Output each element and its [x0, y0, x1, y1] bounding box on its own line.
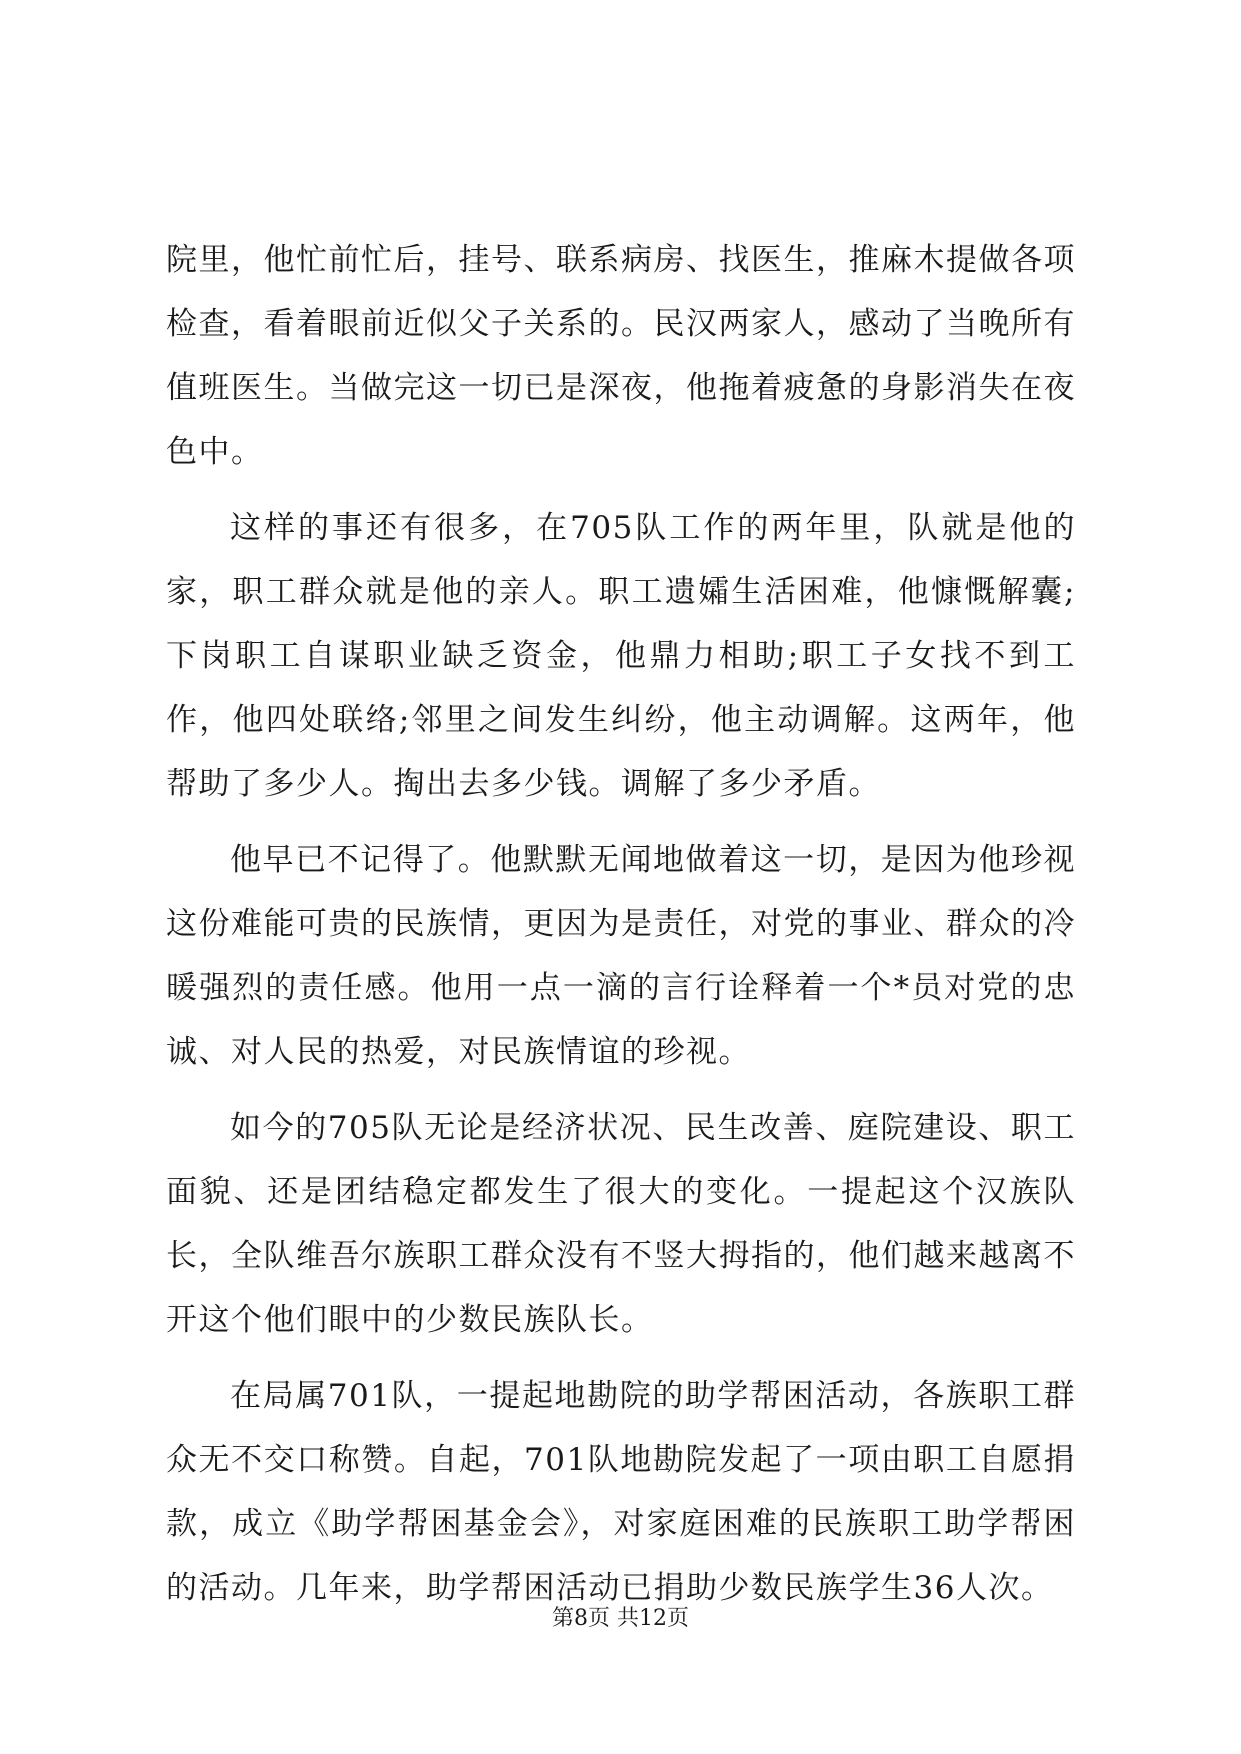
paragraph: 如今的705队无论是经济状况、民生改善、庭院建设、职工面貌、还是团结稳定都发生了很大的变化。一提起这个汉族队长，全队维吾尔族职工群众没有不竖大拇指的，他们越来越离不开这个他们眼中的少数民族队长。 [166, 1110, 1076, 1338]
paragraph: 他早已不记得了。他默默无闻地做着这一切，是因为他珍视这份难能可贵的民族情，更因为是责任，对党的事业、群众的冷暖强烈的责任感。他用一点一滴的言行诠释着一个*员对党的忠诚、对人民的热爱，对民族情谊的珍视。 [166, 842, 1076, 1070]
paragraph: 这样的事还有很多，在705队工作的两年里，队就是他的家，职工群众就是他的亲人。职工遗孀生活困难，他慷慨解囊;下岗职工自谋职业缺乏资金，他鼎力相助;职工子女找不到工作，他四处联络;邻里之间发生纠纷，他主动调解。这两年，他帮助了多少人。掏出去多少钱。调解了多少矛盾。 [166, 510, 1076, 802]
body-text [166, 228, 1076, 1632]
paragraph-continuation: 院里，他忙前忙后，挂号、联系病房、找医生，推麻木提做各项检查，看着眼前近似父子关系的。民汉两家人，感动了当晚所有值班医生。当做完这一切已是深夜，他拖着疲惫的身影消失在夜色中。 [166, 242, 1076, 470]
paragraph: 在局属701队，一提起地勘院的助学帮困活动，各族职工群众无不交口称赞。自起，701队地勘院发起了一项由职工自愿捐款，成立《助学帮困基金会》，对家庭困难的民族职工助学帮困的活动。几年来，助学帮困活动已捐助少数民族学生36人次。 [166, 1378, 1076, 1606]
page-footer [0, 1604, 1241, 1634]
page-number-label: 第8页 共12页 [552, 1606, 689, 1631]
